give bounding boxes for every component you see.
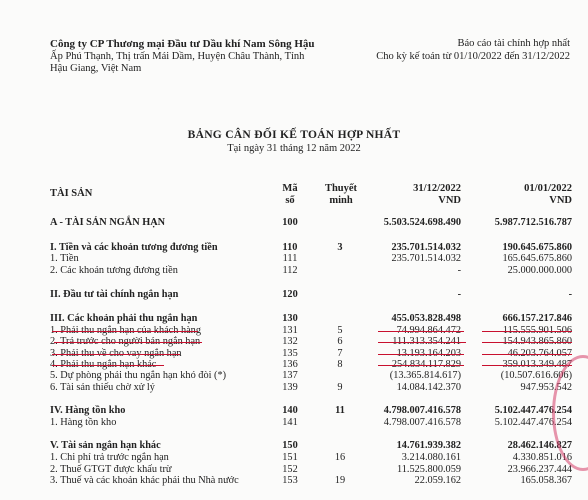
col-previous [524, 183, 572, 207]
row-code: 139 [282, 382, 298, 393]
row-current-value: - [457, 289, 461, 300]
col-assets: TÀI SẢN [50, 188, 93, 199]
highlight-underline-11 [482, 354, 572, 355]
row-current-value: 111.313.354.241 [392, 336, 461, 347]
row-current-value: 22.059.162 [414, 475, 461, 486]
row-previous-value: 165.058.367 [520, 475, 572, 486]
row-current-value: 14.084.142.370 [396, 382, 461, 393]
table-row [0, 370, 588, 382]
row-label: 3. Thuế và các khoản khác phải thu Nhà nước [50, 475, 239, 486]
company-name: Công ty CP Thương mại Đầu tư Dầu khí Nam Sông Hậu [50, 38, 315, 50]
row-code: 111 [282, 253, 298, 264]
row-current-value: - [457, 265, 461, 276]
col-code-2: số [285, 195, 295, 206]
row-note: 8 [337, 359, 343, 370]
row-previous-value: 359.013.349.487 [502, 359, 572, 370]
report-header [376, 38, 570, 63]
row-current-value: 13.193.164.203 [396, 348, 461, 359]
table-row [0, 452, 588, 464]
table-row [0, 289, 588, 301]
row-note: 19 [334, 475, 346, 486]
highlight-underline-8 [378, 365, 464, 366]
row-previous-value: 115.555.901.506 [502, 325, 572, 336]
row-label: 2. Trả trước cho người bán ngắn hạn [50, 336, 201, 347]
col-current [413, 183, 461, 207]
highlight-underline-2 [54, 342, 202, 343]
row-label: 2. Các khoản tương đương tiền [50, 265, 178, 276]
row-label: 4. Phải thu ngắn hạn khác [50, 359, 157, 370]
row-note: 5 [337, 325, 343, 336]
row-previous-value: 46.203.764.057 [507, 348, 572, 359]
highlight-underline-4 [52, 365, 164, 366]
row-note: 16 [334, 452, 346, 463]
row-previous-value: 165.645.675.860 [502, 253, 572, 264]
row-note: 7 [337, 348, 343, 359]
table-row [0, 313, 588, 325]
company-header [50, 38, 315, 76]
table-row [0, 405, 588, 417]
company-address-2: Hậu Giang, Việt Nam [50, 63, 142, 74]
row-code: 100 [282, 217, 298, 228]
table-row [0, 217, 588, 229]
row-label: A - TÀI SẢN NGẮN HẠN [50, 217, 166, 228]
row-label: IV. Hàng tồn kho [50, 405, 126, 416]
highlight-underline-10 [482, 342, 572, 343]
row-label: 3. Phải thu về cho vay ngắn hạn [50, 348, 182, 359]
row-code: 130 [282, 313, 298, 324]
row-code: 131 [282, 325, 298, 336]
row-label: 1. Hàng tồn kho [50, 417, 117, 428]
col-current-1: 31/12/2022 [413, 183, 461, 194]
row-label: 2. Thuế GTGT được khấu trừ [50, 464, 172, 475]
highlight-underline-6 [378, 342, 466, 343]
row-previous-value: - [568, 289, 572, 300]
row-code: 153 [282, 475, 298, 486]
row-code: 140 [282, 405, 298, 416]
row-previous-value: 4.330.851.016 [512, 452, 572, 463]
row-label: 6. Tài sản thiếu chờ xử lý [50, 382, 155, 393]
row-previous-value: 190.645.675.860 [502, 242, 572, 253]
company-address-1: Ấp Phú Thạnh, Thị trấn Mái Dầm, Huyện Châu Thành, Tỉnh [50, 50, 305, 62]
table-row [0, 253, 588, 265]
row-code: 135 [282, 348, 298, 359]
row-code: 150 [282, 440, 298, 451]
row-note: 6 [337, 336, 343, 347]
row-current-value: 4.798.007.416.578 [383, 417, 461, 428]
col-code-1: Mã [282, 183, 298, 194]
row-code: 137 [282, 370, 298, 381]
row-previous-value: 5.102.447.476.254 [494, 405, 572, 416]
highlight-underline-12 [482, 365, 572, 366]
col-note-2: minh [329, 195, 353, 206]
statement-date: Tại ngày 31 tháng 12 năm 2022 [227, 143, 361, 154]
col-note-1: Thuyết [324, 183, 358, 194]
row-current-value: 14.761.939.382 [396, 440, 461, 451]
row-code: 151 [282, 452, 298, 463]
report-period: Cho kỳ kế toán từ 01/10/2022 đến 31/12/2022 [376, 50, 570, 62]
col-note [313, 183, 369, 207]
row-current-value: 235.701.514.032 [391, 242, 461, 253]
row-current-value: 11.525.800.059 [397, 464, 461, 475]
table-row [0, 265, 588, 277]
highlight-underline-5 [378, 331, 464, 332]
row-previous-value: 28.462.146.827 [507, 440, 572, 451]
row-code: 136 [282, 359, 298, 370]
row-note: 9 [337, 382, 343, 393]
row-code: 112 [282, 265, 298, 276]
row-label: 1. Tiền [50, 253, 79, 264]
row-code: 132 [282, 336, 298, 347]
highlight-underline-7 [378, 354, 464, 355]
highlight-underline-1 [52, 331, 198, 332]
row-previous-value: 947.953.542 [520, 382, 572, 393]
row-previous-value: 666.157.217.846 [502, 313, 572, 324]
row-previous-value: 25.000.000.000 [507, 265, 572, 276]
report-type: Báo cáo tài chính hợp nhất [457, 38, 570, 49]
col-previous-1: 01/01/2022 [524, 183, 572, 194]
table-row [0, 440, 588, 452]
row-note: 11 [335, 405, 345, 416]
row-code: 110 [282, 242, 298, 253]
highlight-underline-9 [482, 331, 572, 332]
row-current-value: 455.053.828.498 [391, 313, 461, 324]
row-label: I. Tiền và các khoản tương đương tiền [50, 242, 218, 253]
row-current-value: 3.214.080.161 [401, 452, 461, 463]
row-label: 1. Chi phí trả trước ngắn hạn [50, 452, 169, 463]
row-previous-value: (10.507.616.606) [500, 370, 572, 381]
table-row [0, 417, 588, 429]
row-label: 5. Dự phòng phải thu ngắn hạn khó đòi (*) [50, 370, 227, 381]
row-current-value: (13.365.814.617) [389, 370, 461, 381]
row-current-value: 254.834.117.829 [391, 359, 461, 370]
row-previous-value: 5.987.712.516.787 [494, 217, 572, 228]
row-label: 1. Phải thu ngắn hạn của khách hàng [50, 325, 201, 336]
row-code: 120 [282, 289, 298, 300]
row-code: 152 [282, 464, 298, 475]
row-label: III. Các khoản phải thu ngắn hạn [50, 313, 198, 324]
row-label: II. Đầu tư tài chính ngắn hạn [50, 289, 179, 300]
col-current-2: VND [438, 195, 461, 206]
row-label: V. Tài sản ngắn hạn khác [50, 440, 161, 451]
row-note: 3 [337, 242, 343, 253]
row-code: 141 [282, 417, 298, 428]
col-previous-2: VND [549, 195, 572, 206]
table-row [0, 382, 588, 394]
row-current-value: 74.994.864.472 [396, 325, 461, 336]
highlight-underline-3 [52, 354, 180, 355]
row-current-value: 235.701.514.032 [391, 253, 461, 264]
row-current-value: 5.503.524.698.490 [383, 217, 461, 228]
row-previous-value: 5.102.447.476.254 [494, 417, 572, 428]
row-current-value: 4.798.007.416.578 [383, 405, 461, 416]
col-code [275, 183, 305, 207]
row-previous-value: 154.943.865.860 [502, 336, 572, 347]
row-previous-value: 23.966.237.444 [507, 464, 572, 475]
statement-title: BẢNG CÂN ĐỐI KẾ TOÁN HỢP NHẤT [187, 129, 401, 141]
table-row [0, 475, 588, 487]
